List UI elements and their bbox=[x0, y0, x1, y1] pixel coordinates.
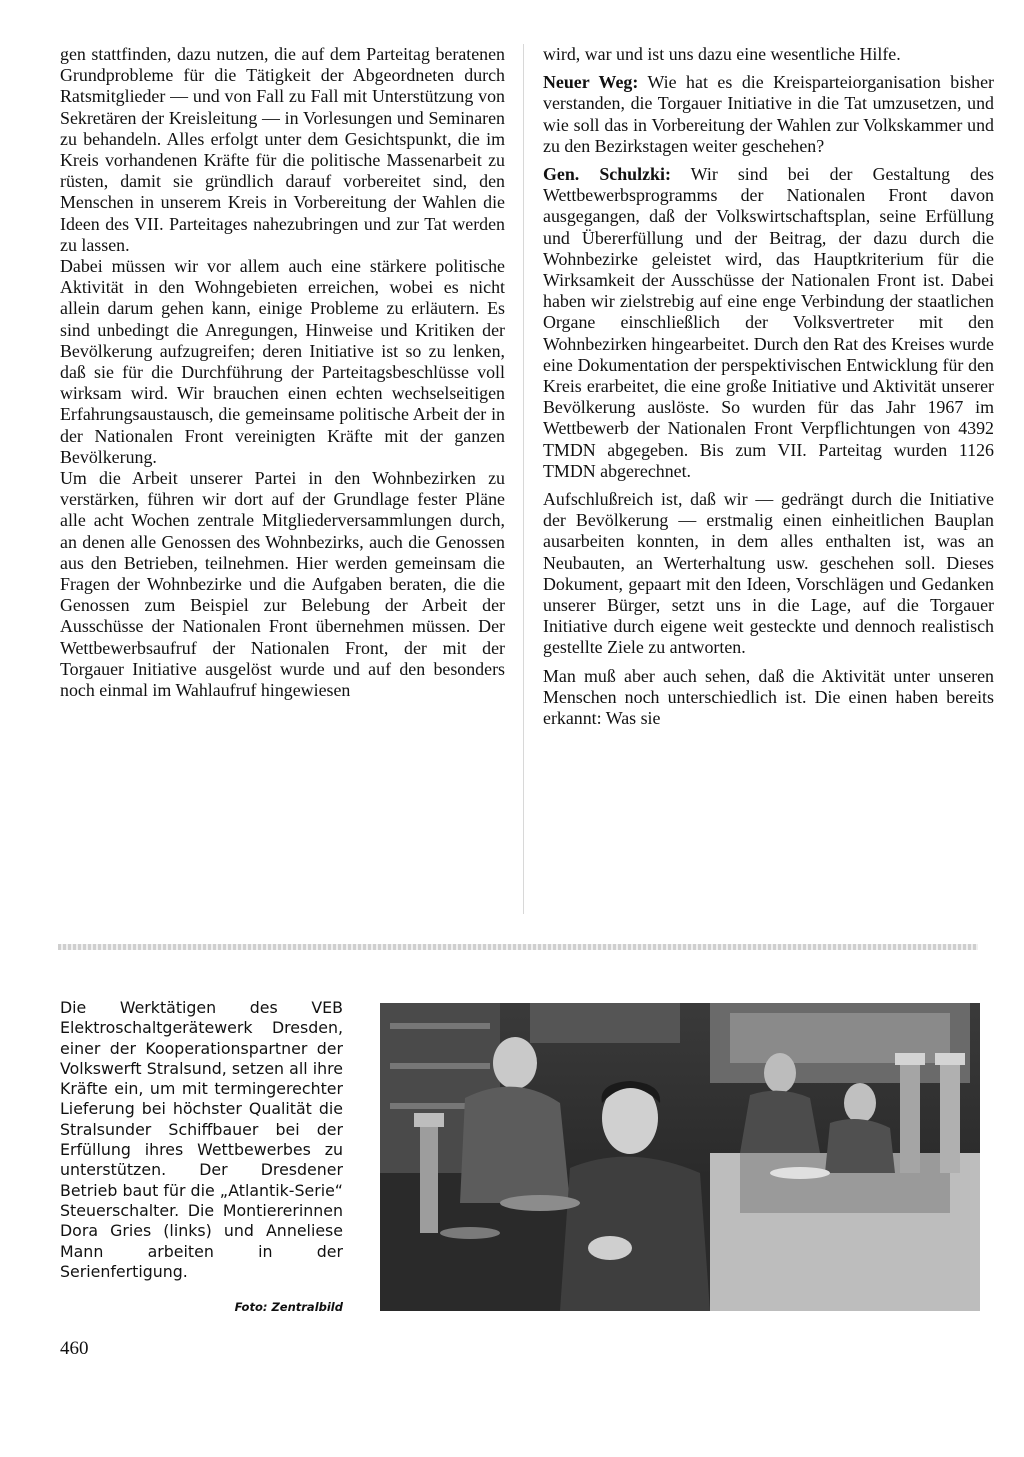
left-text-column bbox=[60, 44, 505, 701]
interview-question bbox=[543, 72, 994, 157]
section-divider bbox=[58, 944, 978, 950]
page-number: 460 bbox=[60, 1338, 89, 1359]
left-paragraph-2: Dabei müssen wir vor allem auch eine stärkere politische Aktivität in den Wohngebieten erreichen, wobei es nicht allein darum gehen kann, einige Probleme zu erläutern. Es sind unbedingt die Anregungen, Hinweise und Kritiken der Bevölkerung aufzugreifen; deren Initiative ist so zu lenken, daß sie für die Durchführung der Parteitagsbeschlüsse voll wirksam wird. Wir brauchen einen echten wechselseitigen Erfahrungsaustausch, die gemeinsame politische Arbeit der in der Nationalen Front vereinigten Kräfte mit der ganzen Bevölkerung. bbox=[60, 256, 505, 467]
answer-speaker: Gen. Schulzki: bbox=[543, 164, 671, 185]
right-paragraph-3: Man muß aber auch sehen, daß die Aktivität unter unseren Menschen noch unterschiedlich ist. Die einen haben bereits erkannt: Was sie bbox=[543, 665, 994, 729]
photo-caption: Die Werktätigen des VEB Elektroschaltgerätewerk Dresden, einer der Kooperationspartner der Volkswerft Stralsund, setzen all ihre Kräfte ein, um mit termingerechter Lieferung bei höchster Qualität die Stralsunder Schiffbauer bei der Erfüllung ihres Wettbewerbes zu unterstützen. Der Dresdener Betrieb baut für die „Atlantik-Serie“ Steuerschalter. Die Montiererinnen Dora Gries (links) und Anneliese Mann arbeiten in der Serienfertigung. bbox=[60, 998, 343, 1281]
column-separator bbox=[523, 44, 524, 914]
right-paragraph-2: Aufschlußreich ist, daß wir — gedrängt durch die Initiative der Bevölkerung — erstmalig einen einheitlichen Bauplan ausarbeiten konnten, in dem alles enthalten ist, was an Neubauten, an Werterhaltung usw. geschehen soll. Dieses Dokument, gepaart mit den Ideen, Vorschlägen und Gedanken unserer Bürger, setzt uns in die Lage, auf die Torgauer Initiative durch eigene weit gesteckte und dennoch realistisch gestellte Ziele zu antworten. bbox=[543, 489, 994, 658]
question-speaker: Neuer Weg: bbox=[543, 72, 639, 93]
factory-workers-photo bbox=[380, 1003, 980, 1311]
photo-credit: Foto: Zentralbild bbox=[234, 1300, 343, 1314]
photo-illustration bbox=[380, 1003, 980, 1311]
interview-answer bbox=[543, 164, 994, 482]
answer-text: Wir sind bei der Gestaltung des Wettbewerbsprogramms der Nationalen Front davon ausgegangen, daß der Volkswirtschaftsplan, seine Erfüllung und Übererfüllung und der Beitrag, der dazu durch die Wohnbezirke geleistet wird, das Hauptkriterium für die Wirksamkeit der Ausschüsse der Nationalen Front ist. Dabei haben wir zielstrebig auf eine enge Verbindung der staatlichen Organe einschließlich der Volksvertreter mit den Wohnbezirken hingearbeitet. Durch den Rat des Kreises wurde eine Dokumentation der perspektivischen Entwicklung für den Kreis erarbeitet, die eine große Initiative und Aktivität unserer Bevölkerung auslöste. So wurden für das Jahr 1967 im Wettbewerb der Nationalen Front Verpflichtungen von 4392 TMDN abgegeben. Bis zum VII. Parteitag wurden 1126 TMDN abgerechnet. bbox=[543, 164, 994, 481]
question-text: Wie hat es die Kreisparteiorganisation bisher verstanden, die Torgauer Initiative in die Tat umzusetzen, und wie soll das in Vorbereitung der Wahlen zur Volkskammer und zu den Bezirkstagen weiter geschehen? bbox=[543, 72, 994, 156]
right-text-column bbox=[543, 44, 994, 729]
left-paragraph-1: gen stattfinden, dazu nutzen, die auf dem Parteitag beratenen Grundprobleme für die Tätigkeit der Abgeordneten durch Ratsmitglieder — und von Fall zu Fall mit Unterstützung von Sekretären der Kreisleitung — in Vorlesungen und Seminaren zu behandeln. Alles erfolgt unter dem Gesichtspunkt, die im Kreis vorhandenen Kräfte für die politische Massenarbeit zu rüsten, damit sie gründlich darauf vorbereitet sind, den Menschen in unserem Kreis in Vorbereitung der Wahlen die Ideen des VII. Parteitages nahezubringen und zur Tat werden zu lassen. bbox=[60, 44, 505, 255]
right-intro-paragraph: wird, war und ist uns dazu eine wesentliche Hilfe. bbox=[543, 44, 901, 64]
left-paragraph-3: Um die Arbeit unserer Partei in den Wohnbezirken zu verstärken, führen wir dort auf der Grundlage fester Pläne alle acht Wochen zentrale Mitgliederversammlungen durch, an denen alle Genossen des Wohnbezirks, auch die Genossen aus den Betrieben, teilnehmen. Hier werden gemeinsam die Fragen der Wohnbezirke und die Aufgaben beraten, die die Genossen zum Beispiel zur Belebung der Arbeit der Ausschüsse der Nationalen Front übernehmen müssen. Der Wettbewerbsaufruf der Nationalen Front, der mit der Torgauer Initiative ausgelöst wurde und auf den besonders noch einmal im Wahlaufruf hingewiesen bbox=[60, 468, 505, 701]
